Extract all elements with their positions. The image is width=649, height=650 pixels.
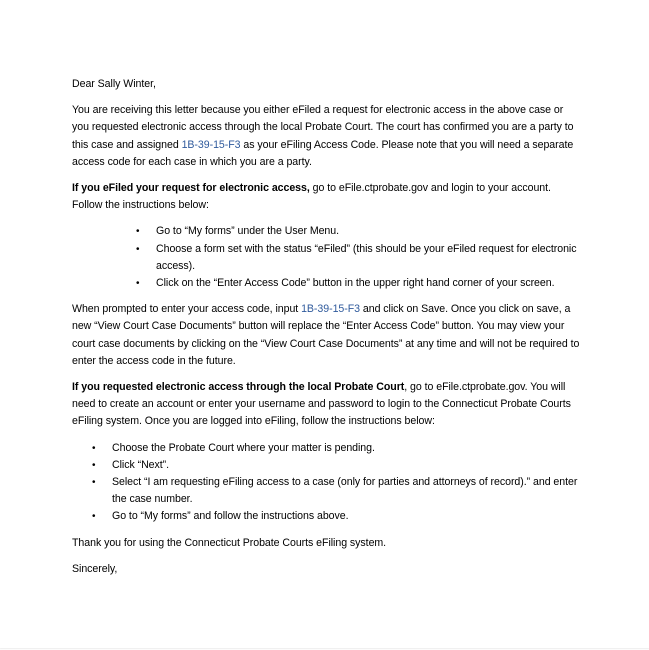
- local-court-bold-lead: If you requested electronic access through the local Probate Court: [72, 381, 405, 394]
- step-text: Go to “My forms” and follow the instructions above.: [112, 510, 349, 523]
- prompt-text-before: When prompted to enter your access code, input: [72, 303, 302, 316]
- bullet-icon: •: [136, 226, 140, 238]
- access-code: 1B-39-15-F3: [301, 303, 360, 316]
- bullet-icon: •: [92, 442, 96, 454]
- closing: Sincerely,: [72, 562, 118, 575]
- thanks-line: Thank you for using the Connecticut Probate Courts eFiling system.: [72, 536, 387, 549]
- letter-body: [72, 76, 582, 578]
- list-item: [136, 223, 582, 240]
- bullet-icon: •: [136, 278, 140, 290]
- step-text: Click on the “Enter Access Code” button in the upper right hand corner of your screen.: [156, 277, 555, 290]
- list-item: [136, 241, 582, 275]
- bullet-icon: •: [92, 459, 96, 471]
- step-text: Go to “My forms” under the User Menu.: [156, 225, 340, 238]
- efiled-text: go to eFile.ctprobate.gov and login to your account. Follow the instructions below:: [72, 182, 551, 212]
- step-text: Choose a form set with the status “eFiled” (this should be your eFiled request for electronic access).: [156, 242, 577, 272]
- efiled-paragraph: [72, 180, 582, 214]
- bullet-icon: •: [92, 511, 96, 523]
- bullet-icon: •: [92, 477, 96, 489]
- list-item: [136, 275, 582, 292]
- list-item: [92, 474, 582, 508]
- efiled-steps-list: [136, 223, 582, 292]
- intro-text-after: as your eFiling Access Code. Please note that you will need a separate access code for each case in which you are a party.: [72, 138, 574, 168]
- prompt-text-after: and click on Save. Once you click on save, a new “View Court Case Documents” button will replace the “Enter Access Code” button. You may view your court case documents by clicking on the “View Court Case Documents” at any time and will not be required to enter the access code in the future.: [72, 303, 580, 367]
- prompt-paragraph: [72, 301, 582, 370]
- step-text: Choose the Probate Court where your matter is pending.: [112, 441, 375, 454]
- intro-text-before: You are receiving this letter because you either eFiled a request for electronic access in the above case or you requested electronic access through the local Probate Court. The court has confirmed you are a party to this case and assigned: [72, 104, 574, 151]
- list-item: [92, 440, 582, 457]
- efiled-bold-lead: If you eFiled your request for electronic access,: [72, 182, 310, 195]
- local-court-paragraph: [72, 379, 582, 431]
- salutation: Dear Sally Winter,: [72, 78, 156, 90]
- list-item: [92, 508, 582, 525]
- list-item: [92, 457, 582, 474]
- local-court-steps-list: [92, 440, 582, 526]
- access-code: 1B-39-15-F3: [181, 138, 241, 151]
- intro-paragraph: [72, 102, 582, 171]
- step-text: Click “Next”.: [112, 458, 170, 471]
- bullet-icon: •: [136, 243, 140, 255]
- local-court-text: , go to eFile.ctprobate.gov. You will need to create an account or enter your username and password to login to the Connecticut Probate Courts eFiling system. Once you are logged into eFiling, follow the instructions below:: [72, 381, 571, 428]
- step-text: Select “I am requesting eFiling access to a case (only for parties and attorneys of record).” and enter the case number.: [112, 476, 578, 506]
